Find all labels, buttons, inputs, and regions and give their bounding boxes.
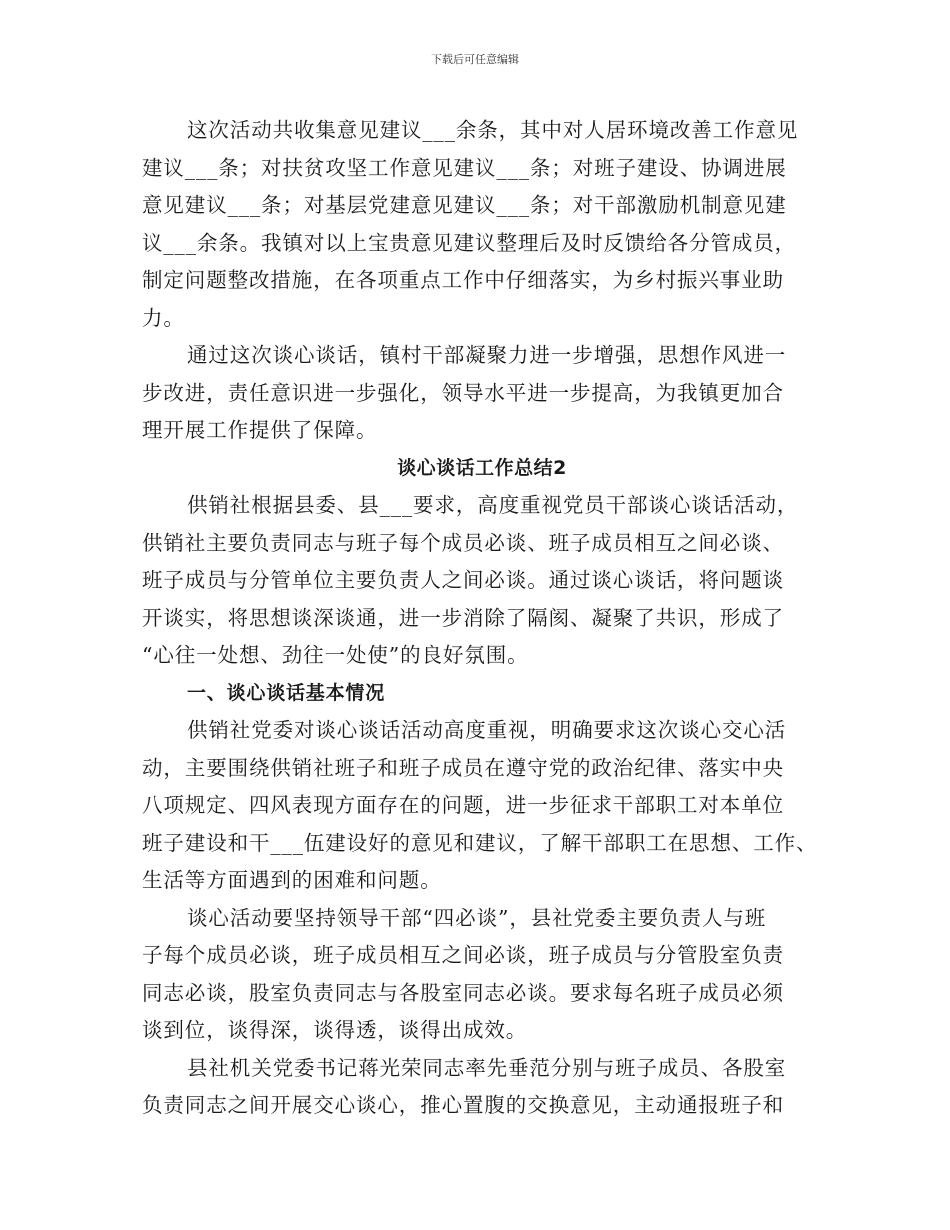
text-line: 班子建设和干___伍建设好的意见和建议，了解干部职工在思想、工作、 [142, 830, 818, 855]
text-line: 制定问题整改措施，在各项重点工作中仔细落实，为乡村振兴事业助 [142, 268, 784, 292]
text-line: 班子成员与分管单位主要负责人之间必谈。通过谈心谈话，将问题谈 [142, 568, 784, 592]
section-heading: 一、谈心谈话基本情况 [187, 681, 386, 704]
text-line: 建议___条；对扶贫攻坚工作意见建议___条；对班子建设、协调进展 [142, 155, 787, 180]
text-line: 子每个成员必谈，班子成员相互之间必谈，班子成员与分管股室负责 [142, 943, 784, 967]
text-line: 理开展工作提供了保障。 [142, 418, 378, 442]
text-line: 供销社主要负责同志与班子每个成员必谈、班子成员相互之间必谈、 [142, 530, 784, 555]
text-line: 谈到位，谈得深，谈得透，谈得出成效。 [142, 1018, 528, 1042]
text-line: 供销社根据县委、县___要求，高度重视党员干部谈心谈话活动， [187, 493, 799, 517]
text-line: 开谈实，将思想谈深谈通，进一步消除了隔阂、凝聚了共识，形成了 [142, 605, 784, 630]
text-line: 动，主要围绕供销社班子和班子成员在遵守党的政治纪律、落实中央 [142, 755, 784, 780]
text-line: 力。 [142, 305, 185, 330]
text-line: 同志必谈，股室负责同志与各股室同志必谈。要求每名班子成员必须 [142, 980, 784, 1005]
text-line: 步改进，责任意识进一步强化，领导水平进一步提高，为我镇更加合 [142, 380, 784, 405]
text-line: “心往一处想、劲往一处使”的良好氛围。 [142, 643, 529, 667]
text-line: 谈心活动要坚持领导干部“四必谈”，县社党委主要负责人与班 [187, 905, 767, 930]
text-line: 意见建议___条；对基层党建意见建议___条；对干部激励机制意见建 [142, 193, 787, 217]
text-line: 通过这次谈心谈话，镇村干部凝聚力进一步增强，思想作风进一 [187, 343, 787, 367]
text-line: 县社机关党委书记蒋光荣同志率先垂范分别与班子成员、各股室 [187, 1055, 787, 1080]
text-line: 八项规定、四风表现方面存在的问题，进一步征求干部职工对本单位 [142, 793, 784, 817]
section-title: 谈心谈话工作总结2 [397, 456, 567, 479]
text-line: 这次活动共收集意见建议___余条，其中对人居环境改善工作意见 [187, 118, 799, 142]
text-line: 议___余条。我镇对以上宝贵意见建议整理后及时反馈给各分管成员， [142, 230, 797, 255]
text-line: 供销社党委对谈心谈话活动高度重视，明确要求这次谈心交心活 [187, 718, 787, 742]
document-body [142, 112, 822, 1125]
page-header: 下载后可任意编辑 [431, 53, 519, 66]
text-line: 负责同志之间开展交心谈心，推心置腹的交换意见，主动通报班子和 [142, 1093, 784, 1117]
text-line: 生活等方面遇到的困难和问题。 [142, 868, 442, 892]
